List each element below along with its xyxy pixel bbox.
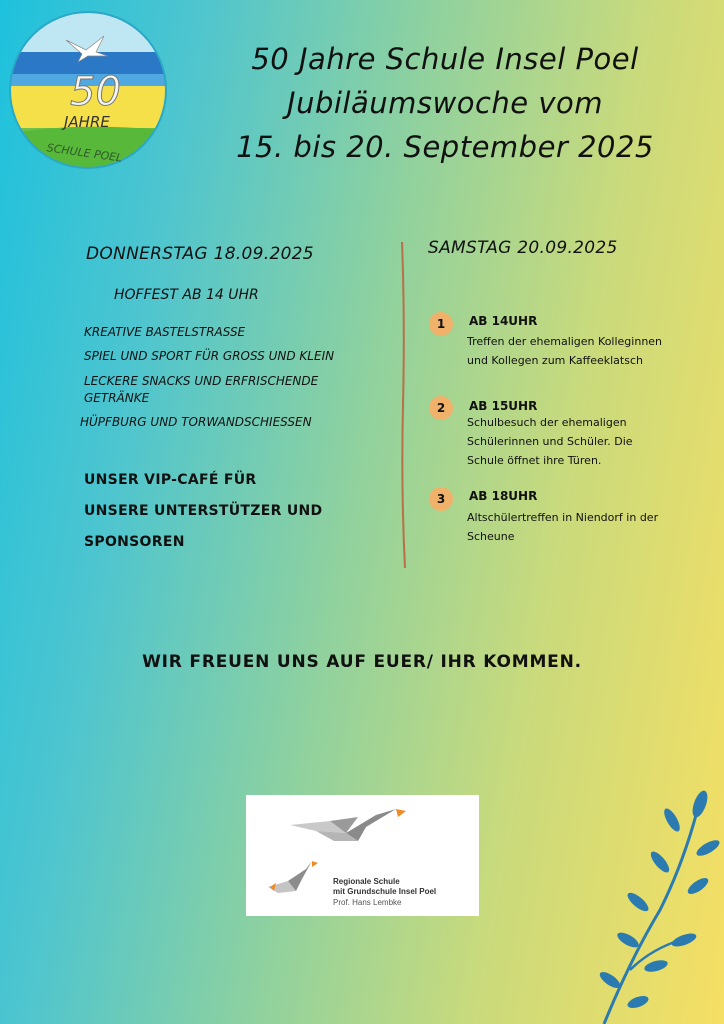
activity-item: HÜPFBURG UND TORWANDSCHIESSEN (80, 415, 312, 429)
event-description: Schulbesuch der ehemaligen Schülerinnen und Schüler. Die Schule öffnet ihre Türen. (467, 416, 633, 467)
logo-caption: SCHULE POEL (45, 141, 123, 165)
school-name-line: Regionale Schule (333, 877, 400, 886)
leaf-branch-icon (590, 790, 724, 1024)
hoffest-text: HOFFEST AB 14 UHR (114, 287, 259, 303)
title-line-2: Jubiläumswoche vom (287, 86, 603, 120)
logo-word: JAHRE (64, 113, 110, 131)
school-name-line: mit Grundschule Insel Poel (333, 887, 437, 896)
jubilee-logo (8, 10, 168, 170)
event-description: Altschülertreffen in Niendorf in der Scheune (467, 511, 659, 543)
title-line-1: 50 Jahre Schule Insel Poel (251, 42, 639, 76)
event-number-badge: 2 (429, 396, 453, 420)
logo-number: 50 (70, 69, 121, 115)
closing-message: WIR FREUEN UNS AUF EUER/ IHR KOMMEN. (142, 652, 582, 672)
school-name-line: Prof. Hans Lembke (333, 898, 402, 907)
event-number-badge: 1 (429, 312, 453, 336)
title-line-3: 15. bis 20. September 2025 (236, 130, 654, 164)
vip-cafe-line: UNSER VIP-CAFÉ FÜR (84, 472, 257, 488)
vip-cafe-line: SPONSOREN (84, 534, 185, 550)
event-number-badge: 3 (429, 487, 453, 511)
saturday-heading: SAMSTAG 20.09.2025 (428, 238, 618, 258)
column-divider (396, 240, 412, 570)
event-time: AB 18UHR (469, 489, 538, 503)
activity-item: KREATIVE BASTELSTRASSE (84, 325, 246, 339)
event-time: AB 14UHR (469, 314, 538, 328)
activity-item: LECKERE SNACKS UND ERFRISCHENDE GETRÄNKE (84, 374, 319, 405)
vip-cafe-line: UNSERE UNTERSTÜTZER UND (84, 503, 323, 519)
thursday-heading: DONNERSTAG 18.09.2025 (86, 244, 314, 264)
event-description: Treffen der ehemaligen Kolleginnen und Kollegen zum Kaffeeklatsch (467, 335, 663, 367)
school-logo-card (246, 795, 479, 916)
activity-item: SPIEL UND SPORT FÜR GROSS UND KLEIN (84, 349, 335, 363)
event-time: AB 15UHR (469, 399, 538, 413)
